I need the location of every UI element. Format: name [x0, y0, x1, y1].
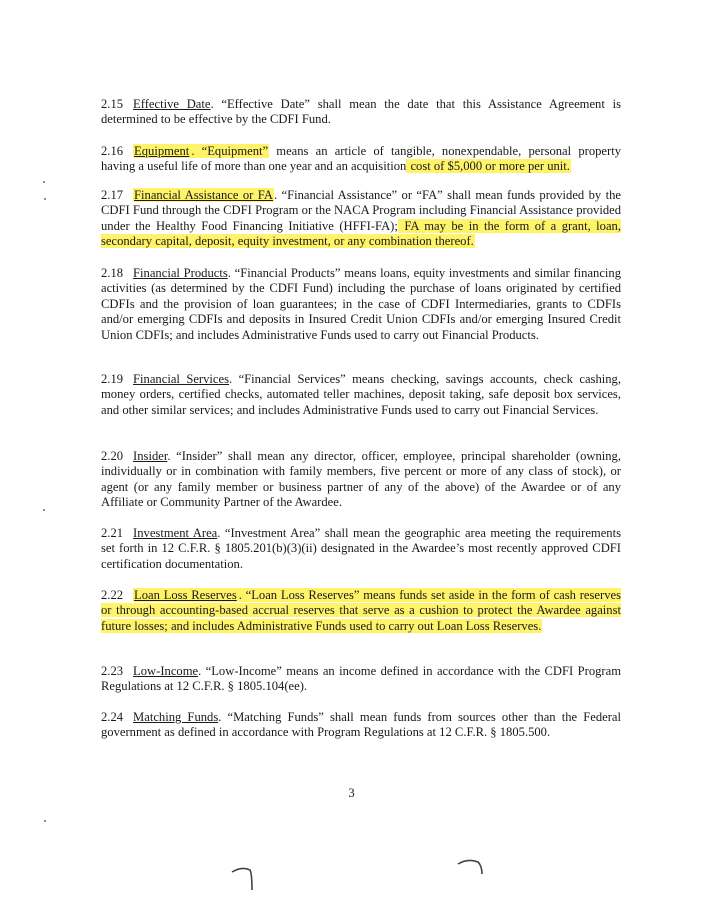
highlighted-text: . “Loan Loss Reserves” means funds set aside in the form of cash reserves or through accounting-based accrual reserves that serve as a cushion to protect the Awardee against future losses; and includes Administrative Funds used to carry out Loan Loss Reserves. — [101, 588, 621, 633]
highlighted-text: FA may be in the form of a grant, loan, secondary capital, deposit, equity investment, or any combination thereof. — [101, 218, 621, 249]
section-2-19 — [101, 372, 621, 418]
defined-term: Loan Loss Reserves — [134, 588, 237, 602]
defined-term: Matching Funds — [133, 710, 219, 724]
definition-text: . “Low-Income” means an income defined in accordance with the CDFI Program Regulations at 12 C.F.R. § 1805.104(ee). — [101, 664, 621, 694]
section-number: 2.24 — [101, 710, 124, 724]
section-2-15 — [101, 97, 621, 128]
definition-text: . “Financial Services” means checking, savings accounts, check cashing, money orders, certified checks, automated teller machines, deposit taking, safe deposit box services, and other similar services; and includes Administrative Funds used to carry out Financial Services. — [101, 372, 621, 417]
section-number: 2.23 — [101, 664, 124, 678]
defined-term: Investment Area — [133, 526, 218, 540]
scan-speck — [43, 509, 45, 511]
section-2-21 — [101, 526, 621, 572]
highlighted-text: cost of $5,000 or more per unit. — [407, 159, 570, 174]
definition-text: . “Financial Products” means loans, equity investments and similar financing activities (as determined by the CDFI Fund) including the purchase of loans originated by certified CDFIs and the provision of loan guarantees; in the case of CDFI Intermediaries, grants to CDFIs and/or emerging CDFIs and deposits in Insured Credit Union CDFIs and/or emerging Insured Credit Union CDFIs; and includes Administrative Funds used to carry out Financial Products. — [101, 266, 622, 342]
definition-text: . “Effective Date” shall mean the date that this Assistance Agreement is determined to be effective by the CDFI Fund. — [101, 97, 621, 127]
defined-term: Insider — [133, 449, 168, 463]
defined-term: Financial Services — [133, 372, 229, 386]
section-number: 2.15 — [101, 97, 124, 111]
scribble-mark — [228, 860, 268, 900]
section-number: 2.22 — [101, 588, 124, 602]
definition-text: . “Matching Funds” shall mean funds from sources other than the Federal government as defined in accordance with Program Regulations at 12 C.F.R. § 1805.500. — [101, 710, 621, 740]
definition-text: . “Financial Assistance” or “FA” shall mean funds provided by the CDFI Fund through the CDFI Program or the NACA Program including Financial Assistance provided under the Healthy Food Financing Initiative (HFFI-FA); — [101, 188, 621, 233]
section-number: 2.19 — [101, 372, 124, 386]
scan-speck — [44, 820, 46, 822]
defined-term: Low-Income — [133, 664, 199, 678]
section-number: 2.17 — [101, 188, 124, 202]
definition-text: . “Investment Area” shall mean the geographic area meeting the requirements set forth in 12 C.F.R. § 1805.201(b)(3)(ii) designated in the Awardee’s most recently approved CDFI certification documentation. — [101, 526, 621, 571]
section-2-16 — [101, 144, 621, 175]
section-2-24 — [101, 710, 621, 741]
definition-text: means an article of tangible, nonexpendable, personal property having a useful life of more than one year and an acquisition — [101, 144, 621, 174]
section-2-18 — [101, 266, 621, 343]
defined-term: Financial Assistance or FA — [134, 188, 273, 202]
section-2-17 — [101, 188, 621, 250]
page-number: 3 — [348, 786, 355, 800]
scan-speck — [43, 181, 45, 183]
definition-text: . “Insider” shall mean any director, officer, employee, principal shareholder (owning, individually or in combination with family members, five percent or more of any class of stock), or agent (or any family member or business partner of any of the above) of the Awardee or of any Affiliate or Community Partner of the Awardee. — [101, 449, 621, 510]
scribble-mark — [452, 852, 492, 892]
section-number: 2.18 — [101, 266, 124, 280]
defined-term: Effective Date — [133, 97, 211, 111]
section-number: 2.21 — [101, 526, 124, 540]
highlighted-text: . “Equipment” — [191, 144, 269, 158]
defined-term: Financial Products — [133, 266, 228, 280]
scan-speck — [44, 198, 46, 200]
section-number: 2.20 — [101, 449, 124, 463]
section-2-23 — [101, 664, 621, 695]
section-2-20 — [101, 449, 621, 511]
section-2-22 — [101, 588, 621, 634]
section-number: 2.16 — [101, 144, 124, 158]
defined-term: Equipment — [134, 144, 190, 158]
